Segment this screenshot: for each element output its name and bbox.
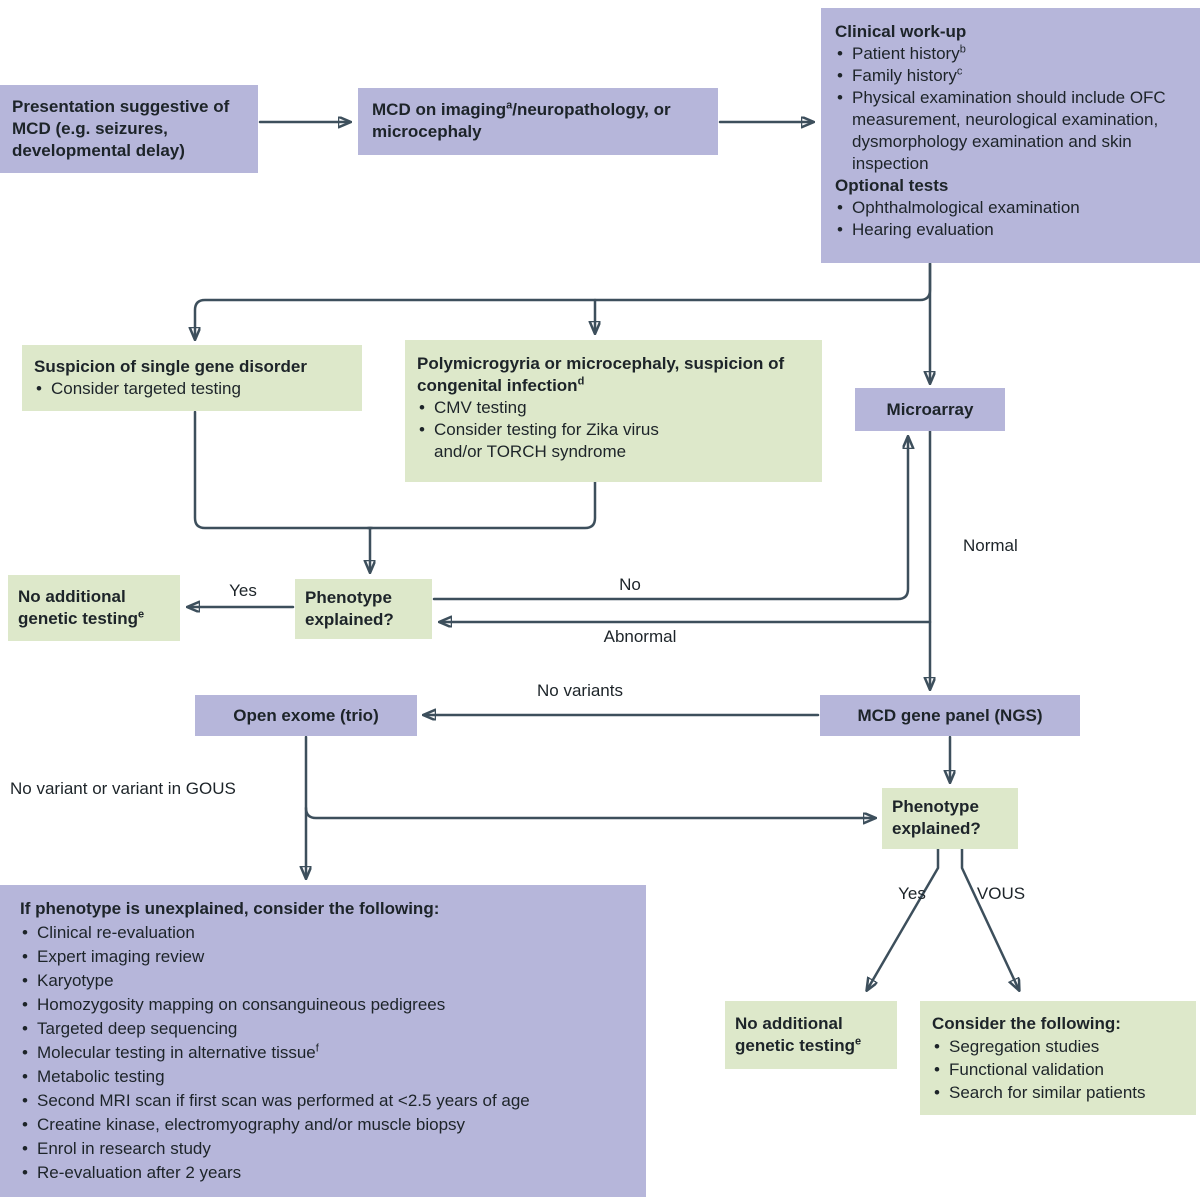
phenotype2-label: Phenotype explained? bbox=[892, 797, 981, 838]
clinical-bullet-patient-history bbox=[835, 43, 1186, 65]
unexplained-bullet-creatine-kinase: • Creatine kinase, electromyography and/or muscle biopsy bbox=[20, 1113, 626, 1136]
node-no-additional-testing-2 bbox=[725, 1001, 897, 1069]
arrow-yes-to-no-testing2 bbox=[867, 849, 938, 990]
node-single-gene bbox=[22, 345, 362, 411]
arrow-exome-branch-to-phenotype2 bbox=[306, 808, 875, 818]
line-single-gene-to-merge bbox=[195, 412, 372, 528]
unexplained-bullet-clinical-reevaluation: • Clinical re-evaluation bbox=[20, 921, 626, 944]
node-mcd-gene-panel bbox=[820, 695, 1080, 736]
bullet-text: Patient history bbox=[852, 44, 960, 63]
consider-bullet-similar-patients: • Search for similar patients bbox=[932, 1081, 1184, 1104]
superscript-e2: e bbox=[854, 1035, 862, 1048]
superscript-e: e bbox=[137, 608, 145, 621]
unexplained-bullet-reevaluation-2years: • Re-evaluation after 2 years bbox=[20, 1161, 626, 1184]
microarray-label: Microarray bbox=[886, 399, 974, 419]
edge-label-vous: VOUS bbox=[976, 884, 1026, 903]
edge-label-yes-1: Yes bbox=[229, 581, 257, 600]
single-gene-bullet-targeted-testing: • Consider targeted testing bbox=[34, 378, 350, 400]
superscript-f: f bbox=[315, 1042, 319, 1055]
unexplained-title: If phenotype is unexplained, consider the following: bbox=[20, 899, 440, 918]
line-polymicrogyria-to-merge bbox=[368, 482, 595, 528]
no-testing1-text: No additional genetic testing bbox=[18, 587, 138, 628]
node-unexplained-list bbox=[0, 885, 646, 1197]
clinical-subtitle-optional-tests: Optional tests bbox=[835, 176, 949, 195]
title-text: Polymicrogyria or microcephaly, suspicion of congenital infection bbox=[417, 354, 785, 395]
superscript-d: d bbox=[577, 375, 585, 388]
node-polymicrogyria bbox=[405, 340, 822, 482]
node-phenotype-explained-1 bbox=[295, 579, 432, 639]
edge-label-no: No bbox=[619, 575, 641, 594]
no-testing2-text: No additional genetic testing bbox=[735, 1014, 855, 1055]
clinical-bullet-physical-exam: • Physical examination should include OFC measurement, neurological examination, dysmorphology examination and skin inspection bbox=[835, 87, 1186, 175]
unexplained-bullet-homozygosity: • Homozygosity mapping on consanguineous pedigrees bbox=[20, 993, 626, 1016]
unexplained-bullet-imaging-review: • Expert imaging review bbox=[20, 945, 626, 968]
edge-label-no-variants: No variants bbox=[537, 681, 623, 700]
phenotype1-label: Phenotype explained? bbox=[305, 588, 394, 629]
edge-label-gous: No variant or variant in GOUS bbox=[10, 779, 236, 798]
node-consider-following bbox=[920, 1001, 1196, 1115]
node-presentation-text: Presentation suggestive of MCD (e.g. seizures, developmental delay) bbox=[12, 97, 230, 160]
node-presentation bbox=[0, 85, 258, 173]
node-mcd-imaging bbox=[358, 88, 718, 155]
edge-label-normal: Normal bbox=[963, 536, 1018, 555]
clinical-bullet-family-history bbox=[835, 65, 1186, 87]
unexplained-bullet-research-study: • Enrol in research study bbox=[20, 1137, 626, 1160]
node-phenotype-explained-2 bbox=[882, 788, 1018, 849]
superscript-c: c bbox=[956, 65, 963, 78]
clinical-bullet-ophthalmological: • Ophthalmological examination bbox=[835, 197, 1186, 219]
unexplained-bullet-second-mri: • Second MRI scan if first scan was performed at <2.5 years of age bbox=[20, 1089, 626, 1112]
clinical-title: Clinical work-up bbox=[835, 22, 967, 41]
node-microarray bbox=[855, 388, 1005, 431]
single-gene-title: Suspicion of single gene disorder bbox=[34, 357, 307, 376]
edge-label-yes-2: Yes bbox=[898, 884, 926, 903]
polymicrogyria-title bbox=[417, 353, 810, 397]
node-mcd-imaging-text2: /neuropathology, or microcephaly bbox=[372, 100, 671, 141]
consider-bullet-segregation: • Segregation studies bbox=[932, 1035, 1184, 1058]
unexplained-bullet-metabolic: • Metabolic testing bbox=[20, 1065, 626, 1088]
node-open-exome bbox=[195, 695, 417, 736]
bullet-text: Family history bbox=[852, 66, 957, 85]
arrow-vous-to-consider bbox=[962, 849, 1019, 990]
open-exome-label: Open exome (trio) bbox=[233, 705, 379, 725]
superscript-a: a bbox=[506, 99, 513, 112]
consider-title: Consider the following: bbox=[932, 1014, 1121, 1033]
node-mcd-imaging-text: MCD on imaging bbox=[372, 100, 507, 119]
edge-label-abnormal: Abnormal bbox=[603, 627, 677, 646]
node-clinical-workup bbox=[821, 8, 1200, 263]
bullet-text: Molecular testing in alternative tissue bbox=[37, 1043, 316, 1062]
arrow-branch-to-single-gene bbox=[195, 264, 930, 339]
unexplained-bullet-karyotype: • Karyotype bbox=[20, 969, 626, 992]
clinical-bullet-hearing: • Hearing evaluation bbox=[835, 219, 1186, 241]
polymicrogyria-bullet-cmv: • CMV testing bbox=[417, 397, 810, 419]
node-no-additional-testing-1 bbox=[8, 575, 180, 641]
unexplained-bullet-alternative-tissue bbox=[20, 1041, 626, 1064]
superscript-b: b bbox=[959, 43, 966, 56]
unexplained-bullet-deep-sequencing: • Targeted deep sequencing bbox=[20, 1017, 626, 1040]
polymicrogyria-bullet-zika: • Consider testing for Zika virus and/or TORCH syndrome bbox=[417, 419, 679, 463]
consider-bullet-functional: • Functional validation bbox=[932, 1058, 1184, 1081]
mcd-panel-label: MCD gene panel (NGS) bbox=[857, 705, 1043, 725]
